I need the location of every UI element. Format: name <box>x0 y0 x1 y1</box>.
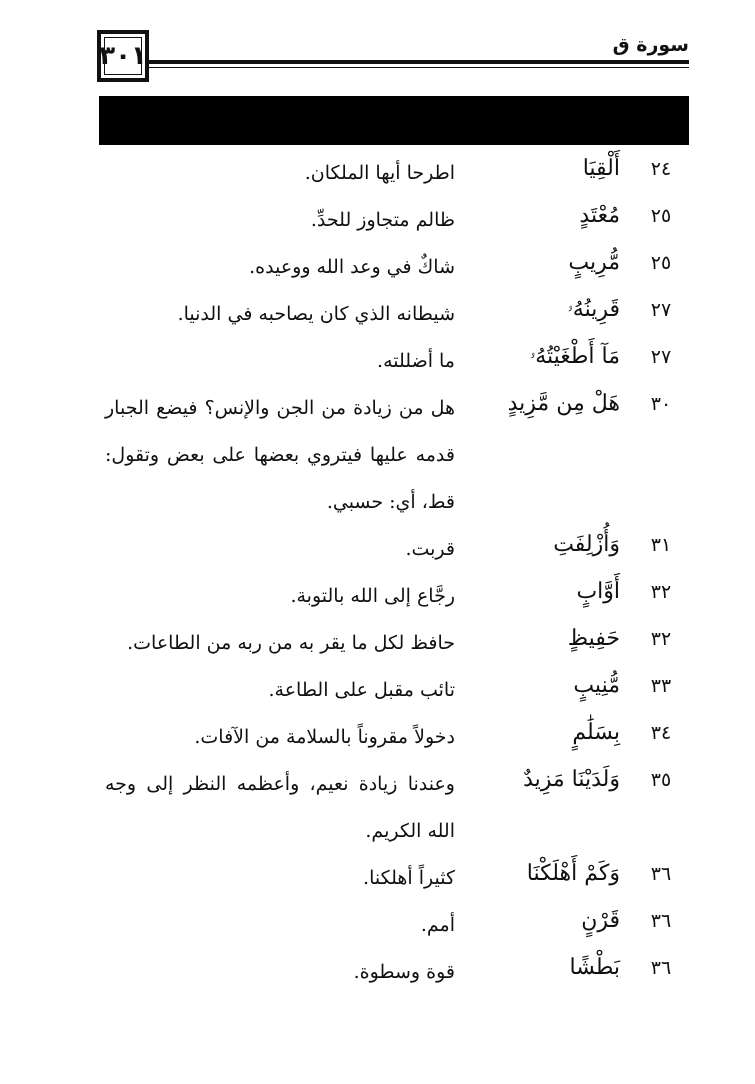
definition: رجَّاع إلى الله بالتوبة. <box>290 585 455 607</box>
glossary-list <box>0 150 755 996</box>
header-rule-thin <box>149 67 689 68</box>
definition: قربت. <box>405 538 455 560</box>
page-number-box <box>97 30 149 82</box>
verse-number: ٣٠ <box>650 393 672 415</box>
black-banner <box>99 96 689 145</box>
glossary-row <box>0 338 755 385</box>
page-number-inner-frame <box>104 37 142 75</box>
glossary-row <box>0 573 755 620</box>
quran-word: وَأُزْلِفَتِ <box>553 532 620 557</box>
definition: شيطانه الذي كان يصاحبه في الدنيا. <box>177 303 455 325</box>
quran-word: مُّنِيبٍ <box>573 673 620 698</box>
quran-word: مُعْتَدٍ <box>579 203 620 228</box>
quran-word: قَرْنٍ <box>581 908 620 933</box>
page-header <box>97 30 689 90</box>
glossary-row <box>0 244 755 291</box>
verse-number: ٢٥ <box>650 252 672 274</box>
verse-number: ٣٣ <box>650 675 672 697</box>
glossary-row <box>0 385 755 526</box>
glossary-row <box>0 526 755 573</box>
definition: هل من زيادة من الجن والإنس؟ فيضع الجبار قدمه عليها فيتروي بعضها على بعض وتقول: قط، أي: حسبي. <box>105 397 455 513</box>
verse-number: ٣١ <box>650 534 672 556</box>
definition: دخولاً مقروناً بالسلامة من الآفات. <box>194 726 455 748</box>
quran-word: بِسَلَٰمٍ <box>572 720 620 745</box>
verse-number: ٢٥ <box>650 205 672 227</box>
glossary-row <box>0 761 755 855</box>
glossary-row <box>0 667 755 714</box>
verse-number: ٣٢ <box>650 581 672 603</box>
quran-word: بَطْشًا <box>569 955 620 980</box>
verse-number: ٣٦ <box>650 957 672 979</box>
definition: ما أضللته. <box>377 350 455 372</box>
quran-word: أَوَّابٍ <box>576 579 620 604</box>
quran-word: وَكَمْ أَهْلَكْنَا <box>526 861 620 886</box>
glossary-row <box>0 714 755 761</box>
verse-number: ٢٧ <box>650 299 672 321</box>
definition: تائب مقبل على الطاعة. <box>268 679 455 701</box>
quran-word: وَلَدَيْنَا مَزِيدٌ <box>523 767 620 792</box>
glossary-row <box>0 855 755 902</box>
definition: كثيراً أهلكنا. <box>363 867 455 889</box>
glossary-row <box>0 620 755 667</box>
quran-word: مَآ أَطْغَيْتُهُۥ <box>529 344 620 369</box>
definition: شاكٌ في وعد الله ووعيده. <box>249 256 455 278</box>
glossary-row <box>0 902 755 949</box>
quran-word: مُّرِيبٍ <box>568 250 620 275</box>
quran-word: هَلْ مِن مَّزِيدٍ <box>507 391 620 416</box>
verse-number: ٣٥ <box>650 769 672 791</box>
glossary-row <box>0 197 755 244</box>
quran-word: قَرِينُهُۥ <box>567 297 620 322</box>
page-number: ٣٠١ <box>99 41 147 71</box>
header-rule-thick <box>149 60 689 64</box>
definition: أمم. <box>420 914 455 936</box>
surah-title: سورة ق <box>612 34 689 56</box>
glossary-row <box>0 150 755 197</box>
verse-number: ٣٤ <box>650 722 672 744</box>
definition: حافظ لكل ما يقر به من ربه من الطاعات. <box>127 632 455 654</box>
verse-number: ٣٢ <box>650 628 672 650</box>
verse-number: ٢٤ <box>650 158 672 180</box>
quran-word: أَلْقِيَا <box>582 156 620 181</box>
verse-number: ٣٦ <box>650 863 672 885</box>
verse-number: ٣٦ <box>650 910 672 932</box>
glossary-row <box>0 291 755 338</box>
quran-word: حَفِيظٍ <box>567 626 620 651</box>
verse-number: ٢٧ <box>650 346 672 368</box>
glossary-row <box>0 949 755 996</box>
definition: قوة وسطوة. <box>353 961 455 983</box>
definition: وعندنا زيادة نعيم، وأعظمه النظر إلى وجه الله الكريم. <box>105 773 455 842</box>
definition: اطرحا أيها الملكان. <box>304 162 455 184</box>
definition: ظالم متجاوز للحدِّ. <box>310 209 455 231</box>
